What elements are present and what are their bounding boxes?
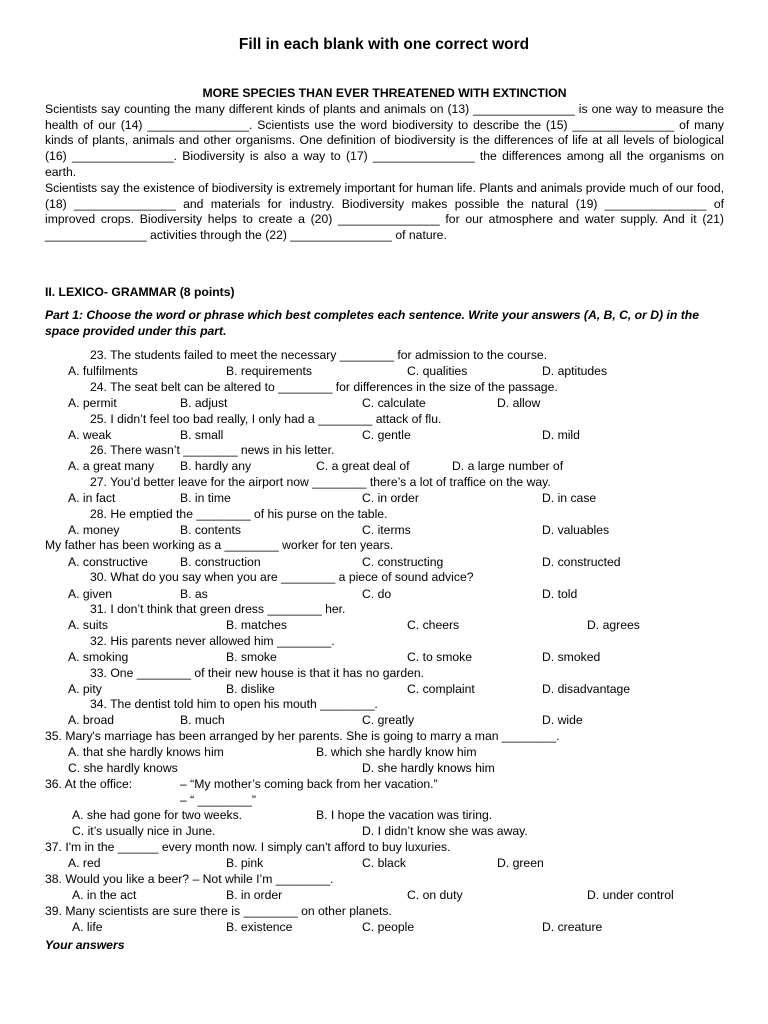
question-text: 38. Would you like a beer? – Not while I’m ________. xyxy=(45,872,334,886)
answer-option: D. told xyxy=(542,587,578,601)
worksheet-title: Fill in each blank with one correct word xyxy=(238,36,530,53)
answer-option: C. do xyxy=(362,587,392,601)
answer-option: A. given xyxy=(68,587,113,601)
answer-option: A. fulfilments xyxy=(68,364,138,378)
answer-option: C. qualities xyxy=(407,364,468,378)
answer-option: D. disadvantage xyxy=(542,682,631,696)
question-text: 26. There wasn’t ________ news in his letter. xyxy=(90,443,335,457)
answer-option: B. which she hardly know him xyxy=(316,745,477,759)
answer-option: A. life xyxy=(72,920,103,934)
answer-option: A. that she hardly knows him xyxy=(68,745,224,759)
question-text: 31. I don’t think that green dress ________ her. xyxy=(90,602,346,616)
passage-paragraph: Scientists say counting the many different kinds of plants and animals on (13) _______________ is one way to measure the health of our (14) _______________. Scientists use the word biodiversity to describe the (15) _______________ of many kinds of plants, animals and other organisms. One definition of biodiversity is the differences of life at all levels of biological (16) _______________. Biodiversity is also a way to (17) _______________ the differences among all the organisms on earth. xyxy=(45,101,724,179)
answer-option: A. broad xyxy=(68,713,115,727)
answer-option: B. existence xyxy=(226,920,293,934)
answer-option: B. hardly any xyxy=(180,459,252,473)
answer-option: B. adjust xyxy=(180,396,228,410)
answer-option: C. to smoke xyxy=(407,650,473,664)
answer-option: A. red xyxy=(68,856,101,870)
question-text: 24. The seat belt can be altered to ________ for differences in the size of the passage. xyxy=(90,380,558,394)
answer-option: C. gentle xyxy=(362,428,411,442)
answer-option: A. a great many xyxy=(68,459,155,473)
question-text: 36. At the office: xyxy=(45,777,133,791)
answer-option: C. cheers xyxy=(407,618,460,632)
answer-option: D. allow xyxy=(497,396,541,410)
answer-option: D. she hardly knows him xyxy=(362,761,495,775)
question-text: 23. The students failed to meet the necessary ________ for admission to the course. xyxy=(90,348,548,362)
question-text: 30. What do you say when you are ________ a piece of sound advice? xyxy=(90,570,474,584)
question-text: 32. His parents never allowed him ________. xyxy=(90,634,335,648)
answer-option: A. in fact xyxy=(68,491,116,505)
reading-passage xyxy=(45,86,724,244)
answer-option: D. a large number of xyxy=(452,459,564,473)
passage-title: MORE SPECIES THAN EVER THREATENED WITH EXTINCTION xyxy=(202,86,567,100)
answer-option: C. she hardly knows xyxy=(68,761,178,775)
answer-option: B. contents xyxy=(180,523,241,537)
answer-option: C. a great deal of xyxy=(316,459,410,473)
question-text: 34. The dentist told him to open his mouth ________. xyxy=(90,697,378,711)
question-text: 25. I didn’t feel too bad really, I only had a ________ attack of flu. xyxy=(90,412,442,426)
answer-option: A. money xyxy=(68,523,120,537)
passage-paragraph: Scientists say the existence of biodiversity is extremely important for human life. Plants and animals provide much of our food, (18) _______________ and materials for industry. Biodiversity makes possible the natural (19) _______________ of improved crops. Biodiversity helps to create a (20) _______________ for our atmosphere and water supply. And it (21) _______________ activities through the (22) _______________ of nature. xyxy=(45,180,724,243)
answer-option: A. in the act xyxy=(72,888,137,902)
answer-option: B. small xyxy=(180,428,224,442)
part-instructions: Part 1: Choose the word or phrase which best completes each sentence. Write your answers (A, B, C, or D) in the space provided under this part. xyxy=(45,308,699,338)
answer-option: C. it’s usually nice in June. xyxy=(72,824,216,838)
answer-option: B. I hope the vacation was tiring. xyxy=(316,808,493,822)
answer-option: A. she had gone for two weeks. xyxy=(72,808,243,822)
answer-option: D. valuables xyxy=(542,523,610,537)
answer-option: B. in order xyxy=(226,888,283,902)
answer-option: D. mild xyxy=(542,428,580,442)
answer-option: D. under control xyxy=(587,888,674,902)
answer-option: B. in time xyxy=(180,491,231,505)
answer-option: C. calculate xyxy=(362,396,426,410)
answer-option: C. iterms xyxy=(362,523,411,537)
question-text: 27. You’d better leave for the airport now ________ there’s a lot of traffice on the way. xyxy=(90,475,551,489)
question-text: 39. Many scientists are sure there is ________ on other planets. xyxy=(45,904,392,918)
answer-option: B. as xyxy=(180,587,208,601)
answer-option: B. smoke xyxy=(226,650,277,664)
question-text: 28. He emptied the ________ of his purse on the table. xyxy=(90,507,388,521)
answer-option: B. requirements xyxy=(226,364,313,378)
answer-option: D. agrees xyxy=(587,618,640,632)
answer-option: D. in case xyxy=(542,491,597,505)
answer-option: C. on duty xyxy=(407,888,463,902)
answer-option: A. constructive xyxy=(68,555,148,569)
answer-option: A. permit xyxy=(68,396,117,410)
answer-option: B. dislike xyxy=(226,682,275,696)
answer-option: B. pink xyxy=(226,856,264,870)
dialogue-line: – “ ________” xyxy=(180,793,256,807)
answer-option: C. constructing xyxy=(362,555,444,569)
answer-option: D. smoked xyxy=(542,650,601,664)
answer-option: A. suits xyxy=(68,618,108,632)
answer-option: A. weak xyxy=(68,428,112,442)
answer-option: A. smoking xyxy=(68,650,129,664)
answer-option: C. black xyxy=(362,856,407,870)
answer-option: D. constructed xyxy=(542,555,621,569)
section-heading: II. LEXICO- GRAMMAR (8 points) xyxy=(45,285,235,299)
answer-option: D. creature xyxy=(542,920,603,934)
question-text: 37. I'm in the ______ every month now. I simply can't afford to buy luxuries. xyxy=(45,840,451,854)
answer-option: D. I didn’t know she was away. xyxy=(362,824,528,838)
answer-option: D. aptitudes xyxy=(542,364,608,378)
answer-option: D. green xyxy=(497,856,544,870)
answer-option: B. much xyxy=(180,713,225,727)
answer-option: C. complaint xyxy=(407,682,475,696)
answer-option: B. matches xyxy=(226,618,287,632)
answer-option: C. greatly xyxy=(362,713,415,727)
answer-option: D. wide xyxy=(542,713,583,727)
question-text: 35. Mary's marriage has been arranged by her parents. She is going to marry a man ________. xyxy=(45,729,560,743)
dialogue-line: – “My mother’s coming back from her vacation.” xyxy=(180,777,438,791)
answer-option: C. people xyxy=(362,920,415,934)
answer-option: B. construction xyxy=(180,555,261,569)
answers-label: Your answers xyxy=(45,938,125,952)
question-text: 33. One ________ of their new house is that it has no garden. xyxy=(90,666,425,680)
answer-option: C. in order xyxy=(362,491,419,505)
answer-option: A. pity xyxy=(68,682,102,696)
question-text: My father has been working as a ________ worker for ten years. xyxy=(45,538,394,552)
